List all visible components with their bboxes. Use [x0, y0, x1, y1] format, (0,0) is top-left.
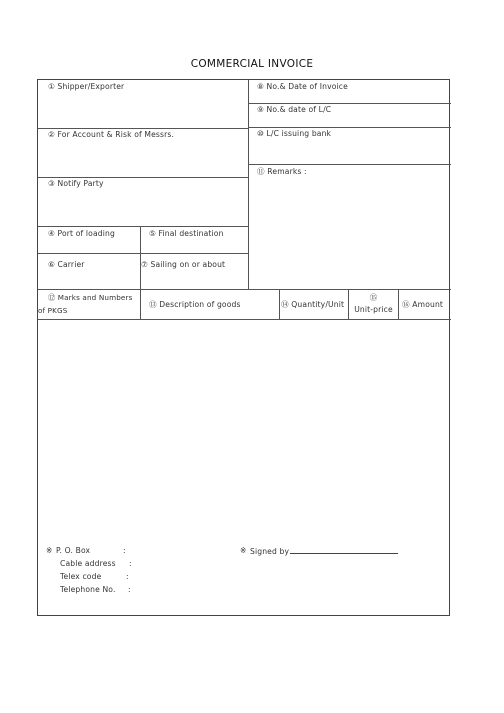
page-title: COMMERCIAL INVOICE — [190, 58, 314, 70]
divider-col-price — [398, 290, 399, 320]
divider-left-right — [248, 80, 249, 290]
telex-code-colon: : — [126, 572, 129, 581]
unit-price-header-num: ⑮ — [369, 293, 378, 302]
final-destination-label: ⑤ Final destination — [149, 229, 224, 238]
line-account-bottom — [38, 177, 248, 178]
divider-loading-destination — [140, 227, 141, 290]
shipper-label: ① Shipper/Exporter — [48, 82, 125, 91]
quantity-header: ⑭ Quantity/Unit — [281, 300, 345, 309]
divider-col-description — [279, 290, 280, 320]
invoice-frame — [37, 79, 450, 616]
account-label: ② For Account & Risk of Messrs. — [48, 130, 175, 139]
lc-no-label: ⑨ No.& date of L/C — [257, 105, 332, 114]
marks-header-line2: of PKGS — [38, 306, 68, 315]
notify-label: ③ Notify Party — [48, 179, 104, 188]
signature-line[interactable] — [290, 546, 398, 554]
telephone-label: Telephone No. — [60, 585, 116, 594]
signed-by-mark: ※ — [240, 546, 247, 555]
marks-header-line1: ⑫ Marks and Numbers — [48, 293, 133, 302]
divider-col-marks — [140, 290, 141, 320]
unit-price-header-label: Unit-price — [354, 305, 393, 314]
amount-header: ⑯ Amount — [402, 300, 444, 309]
port-loading-label: ④ Port of loading — [48, 229, 115, 238]
lc-bank-label: ⑩ L/C issuing bank — [257, 129, 332, 138]
carrier-label: ⑥ Carrier — [48, 260, 85, 269]
cable-address-label: Cable address — [60, 559, 116, 568]
remarks-label: ⑪ Remarks : — [257, 167, 307, 176]
signed-by-text: Signed by — [250, 547, 290, 556]
po-box-label: P. O. Box — [56, 546, 91, 555]
po-box-colon: : — [123, 546, 126, 555]
line-table-top — [38, 289, 451, 290]
telephone-colon: : — [128, 585, 131, 594]
line-bank-bottom — [248, 164, 451, 165]
description-header: ⑬ Description of goods — [149, 300, 241, 309]
invoice-no-label: ⑧ No.& Date of Invoice — [257, 82, 348, 91]
cable-address-colon: : — [129, 559, 132, 568]
line-loading-bottom — [38, 253, 248, 254]
line-invoice-bottom — [248, 103, 451, 104]
sailing-label: ⑦ Sailing on or about — [141, 260, 226, 269]
line-lc-bottom — [248, 127, 451, 128]
line-table-header-bottom — [38, 319, 451, 320]
line-notify-bottom — [38, 226, 248, 227]
signed-by-label — [250, 546, 398, 556]
telex-code-label: Telex code — [60, 572, 102, 581]
line-shipper-bottom — [38, 128, 248, 129]
po-box-mark: ※ — [46, 546, 53, 555]
